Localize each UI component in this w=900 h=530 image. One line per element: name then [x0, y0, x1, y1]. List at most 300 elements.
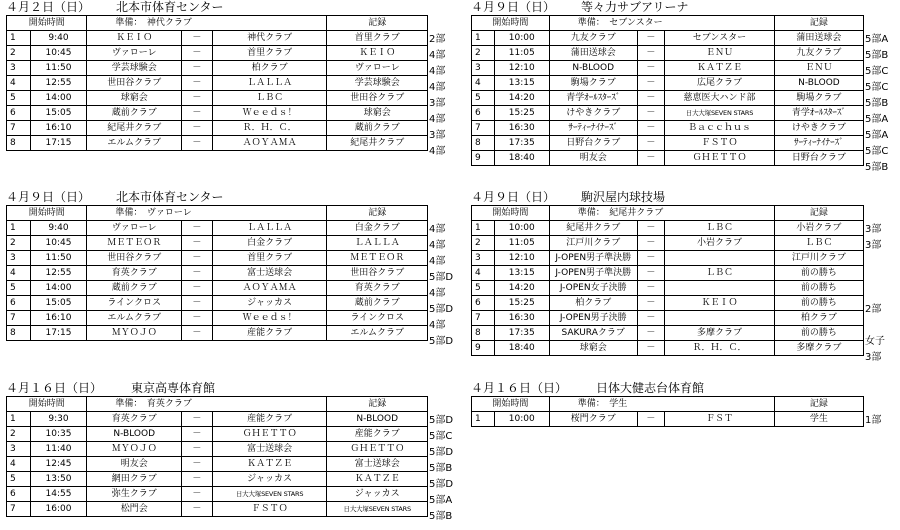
header-time: 開始時間 — [7, 16, 87, 31]
team-a: SAKURAクラブ — [549, 326, 637, 341]
header-time: 開始時間 — [7, 206, 87, 221]
match-number: 6 — [7, 487, 31, 502]
team-a: 日野台クラブ — [549, 136, 637, 151]
versus-dash: － — [182, 136, 213, 151]
event-date: ４月９日（日） — [471, 190, 556, 204]
versus-dash: － — [182, 31, 213, 46]
team-b: ＫＡＴＺＥ — [665, 61, 775, 76]
versus-dash: － — [637, 221, 664, 236]
match-number: 2 — [472, 46, 495, 61]
division-note: 5部D — [429, 447, 454, 458]
header-record: 記録 — [327, 16, 428, 31]
team-b: ＡＯＹＡＭＡ — [212, 136, 327, 151]
header-prep: 準備： 育英クラブ — [87, 397, 327, 412]
team-a: 九友クラブ — [549, 31, 637, 46]
team-a: 青学ｵｰﾙｽﾀｰｽﾞ — [549, 91, 637, 106]
versus-dash: － — [182, 472, 213, 487]
team-b: 広尾クラブ — [665, 76, 775, 91]
versus-dash: － — [182, 412, 213, 427]
team-a: 駒場クラブ — [549, 76, 637, 91]
table-row — [472, 251, 864, 266]
division-note: 5部B — [429, 511, 453, 522]
division-note: 3部 — [429, 98, 446, 109]
start-time: 12:10 — [494, 61, 549, 76]
table-row — [472, 341, 864, 356]
team-b: 首里クラブ — [212, 251, 327, 266]
match-number: 6 — [472, 106, 495, 121]
table-row — [472, 151, 864, 166]
table-row — [7, 281, 428, 296]
start-time: 17:15 — [30, 136, 87, 151]
division-note: 4部 — [429, 146, 446, 157]
table-row — [472, 311, 864, 326]
team-a: N-BLOOD — [549, 61, 637, 76]
team-b: 富士送球会 — [212, 442, 327, 457]
table-row — [7, 296, 428, 311]
versus-dash: － — [637, 46, 664, 61]
division-note: 5部C — [429, 431, 453, 442]
header-record: 記録 — [774, 16, 863, 31]
start-time: 13:50 — [30, 472, 87, 487]
start-time: 11:50 — [30, 61, 87, 76]
division-note: 4部 — [429, 66, 446, 77]
team-b: ＬＢＣ — [665, 266, 775, 281]
record-team: ＬＢＣ — [774, 236, 863, 251]
division-note: 4部 — [429, 288, 446, 299]
table-row — [472, 326, 864, 341]
team-a: ＭＹＯＪＯ — [87, 326, 182, 341]
venue-name: 等々力サブアリーナ — [581, 0, 689, 14]
table-row — [7, 487, 428, 502]
team-b: 小岩クラブ — [665, 236, 775, 251]
team-a: 蔵前クラブ — [87, 106, 182, 121]
record-team: ラインクロス — [327, 311, 428, 326]
block-title — [6, 191, 224, 204]
record-team: 蔵前クラブ — [327, 296, 428, 311]
table-row — [472, 412, 864, 427]
start-time: 16:30 — [494, 311, 549, 326]
record-team: 球窮会 — [327, 106, 428, 121]
team-b: 多摩クラブ — [665, 326, 775, 341]
division-note: 4部 — [429, 82, 446, 93]
team-b: ＥＮＵ — [665, 46, 775, 61]
team-a: 学芸球験会 — [87, 61, 182, 76]
team-b: 産能クラブ — [212, 412, 327, 427]
start-time: 14:20 — [494, 281, 549, 296]
table-row — [472, 61, 864, 76]
header-prep: 準備： ヴァローレ — [87, 206, 327, 221]
versus-dash: － — [637, 236, 664, 251]
start-time: 17:35 — [494, 136, 549, 151]
division-note: 5部A — [865, 34, 889, 45]
table-row — [7, 457, 428, 472]
match-number: 1 — [472, 221, 495, 236]
match-number: 4 — [7, 457, 31, 472]
team-a: 網田クラブ — [87, 472, 182, 487]
match-number: 2 — [7, 46, 31, 61]
header-prep: 準備： 神代クラブ — [87, 16, 327, 31]
header-time: 開始時間 — [472, 397, 550, 412]
match-number: 5 — [7, 91, 31, 106]
versus-dash: － — [637, 136, 664, 151]
start-time: 17:15 — [30, 326, 87, 341]
match-number: 7 — [472, 311, 495, 326]
record-team: ｻｰﾃｨｰﾅｲﾅｰｽﾞ — [774, 136, 863, 151]
table-row — [7, 412, 428, 427]
start-time: 10:00 — [494, 221, 549, 236]
start-time: 12:55 — [30, 266, 87, 281]
team-b: Ｂａｃｃｈｕｓ — [665, 121, 775, 136]
team-b: 慈恵医大ハンド部 — [665, 91, 775, 106]
start-time: 15:05 — [30, 106, 87, 121]
venue-name: 東京高専体育館 — [131, 381, 216, 395]
team-a: 世田谷クラブ — [87, 251, 182, 266]
versus-dash: － — [637, 341, 664, 356]
team-a: 紀尾井クラブ — [549, 221, 637, 236]
record-team: 日野台クラブ — [774, 151, 863, 166]
match-number: 7 — [7, 121, 31, 136]
team-b: 産能クラブ — [212, 326, 327, 341]
match-number: 1 — [7, 221, 31, 236]
header-row — [472, 397, 864, 412]
versus-dash: － — [637, 91, 664, 106]
versus-dash: － — [182, 251, 213, 266]
team-b: ＬＢＣ — [212, 91, 327, 106]
team-b: 白金クラブ — [212, 236, 327, 251]
team-b: ＬＢＣ — [665, 221, 775, 236]
venue-name: 駒沢屋内球技場 — [581, 190, 666, 204]
event-date: ４月９日（日） — [471, 0, 556, 14]
record-team: ヴァローレ — [327, 61, 428, 76]
division-note: 5部A — [429, 495, 453, 506]
division-note: 4部 — [429, 50, 446, 61]
team-b: ＡＯＹＡＭＡ — [212, 281, 327, 296]
versus-dash: － — [637, 311, 664, 326]
record-team: 前の勝ち — [774, 326, 863, 341]
versus-dash: － — [182, 326, 213, 341]
match-number: 8 — [7, 136, 31, 151]
team-a: ヴァローレ — [87, 46, 182, 61]
team-a: 江戸川クラブ — [549, 236, 637, 251]
team-a: ＫＥＩＯ — [87, 31, 182, 46]
table-row — [472, 76, 864, 91]
team-b: 首里クラブ — [212, 46, 327, 61]
record-team: エルムクラブ — [327, 326, 428, 341]
match-number: 5 — [7, 281, 31, 296]
match-table — [6, 15, 428, 151]
match-number: 8 — [7, 326, 31, 341]
team-a: 明友会 — [549, 151, 637, 166]
table-row — [472, 236, 864, 251]
start-time: 10:35 — [30, 427, 87, 442]
division-note: 5部D — [429, 336, 454, 347]
header-prep: 準備： セブンスター — [549, 16, 774, 31]
start-time: 9:40 — [30, 221, 87, 236]
header-row — [472, 206, 864, 221]
match-table — [6, 396, 428, 517]
record-team: 学生 — [774, 412, 863, 427]
start-time: 11:05 — [494, 236, 549, 251]
match-number: 8 — [472, 136, 495, 151]
header-time: 開始時間 — [472, 16, 550, 31]
versus-dash: － — [182, 502, 213, 517]
table-row — [7, 442, 428, 457]
start-time: 10:45 — [30, 236, 87, 251]
start-time: 13:15 — [494, 76, 549, 91]
match-number: 5 — [472, 281, 495, 296]
start-time: 10:45 — [30, 46, 87, 61]
start-time: 16:30 — [494, 121, 549, 136]
table-row — [472, 281, 864, 296]
match-number: 2 — [7, 427, 31, 442]
match-number: 3 — [7, 61, 31, 76]
header-record: 記録 — [327, 397, 428, 412]
start-time: 18:40 — [494, 341, 549, 356]
versus-dash: － — [182, 106, 213, 121]
team-a: J-OPEN女子決勝 — [549, 281, 637, 296]
start-time: 17:35 — [494, 326, 549, 341]
match-number: 8 — [472, 326, 495, 341]
match-number: 1 — [7, 31, 31, 46]
versus-dash: － — [182, 311, 213, 326]
division-note: 5部A — [865, 114, 889, 125]
table-row — [7, 61, 428, 76]
start-time: 13:15 — [494, 266, 549, 281]
start-time: 14:20 — [494, 91, 549, 106]
team-a: 松門会 — [87, 502, 182, 517]
division-note: 5部A — [865, 130, 889, 141]
team-a: J-OPEN男子決勝 — [549, 311, 637, 326]
division-note: 4部 — [429, 320, 446, 331]
start-time: 16:10 — [30, 121, 87, 136]
table-row — [7, 121, 428, 136]
table-row — [7, 106, 428, 121]
start-time: 11:05 — [494, 46, 549, 61]
versus-dash: － — [637, 281, 664, 296]
record-team: 江戸川クラブ — [774, 251, 863, 266]
start-time: 12:55 — [30, 76, 87, 91]
team-a: 球窮会 — [87, 91, 182, 106]
division-note: 女子 — [865, 336, 885, 347]
team-b: 日大大塚SEVEN STARS — [665, 106, 775, 121]
match-number: 2 — [7, 236, 31, 251]
division-note: 5部B — [865, 162, 889, 173]
record-team: 紀尾井クラブ — [327, 136, 428, 151]
team-b — [665, 251, 775, 266]
record-team: 前の勝ち — [774, 281, 863, 296]
match-number: 4 — [7, 76, 31, 91]
match-number: 3 — [472, 61, 495, 76]
division-note: 3部 — [429, 130, 446, 141]
team-a: 育英クラブ — [87, 266, 182, 281]
match-number: 7 — [7, 311, 31, 326]
table-row — [7, 472, 428, 487]
record-team: ＫＡＴＺＥ — [327, 472, 428, 487]
table-row — [472, 121, 864, 136]
match-number: 9 — [472, 151, 495, 166]
team-b: 富士送球会 — [212, 266, 327, 281]
versus-dash: － — [182, 457, 213, 472]
team-a: けやきクラブ — [549, 106, 637, 121]
record-team: N-BLOOD — [327, 412, 428, 427]
header-record: 記録 — [774, 206, 863, 221]
match-number: 3 — [7, 251, 31, 266]
team-b: Ｒ．Ｈ．Ｃ． — [212, 121, 327, 136]
record-team: 育英クラブ — [327, 281, 428, 296]
record-team: 駒場クラブ — [774, 91, 863, 106]
team-b: Ｗｅｅｄｓ！ — [212, 106, 327, 121]
match-number: 3 — [472, 251, 495, 266]
record-team: ＥＮＵ — [774, 61, 863, 76]
versus-dash: － — [182, 236, 213, 251]
table-row — [472, 221, 864, 236]
match-table — [6, 205, 428, 341]
header-time: 開始時間 — [472, 206, 550, 221]
team-a: ＭＥＴＥＯＲ — [87, 236, 182, 251]
division-note: 4部 — [429, 224, 446, 235]
table-row — [472, 31, 864, 46]
table-row — [7, 311, 428, 326]
team-b: ＬＡＬＬＡ — [212, 76, 327, 91]
division-note: 5部D — [429, 479, 454, 490]
division-note: 3部 — [865, 352, 882, 363]
record-team: 柏クラブ — [774, 311, 863, 326]
versus-dash: － — [182, 427, 213, 442]
versus-dash: － — [637, 296, 664, 311]
record-team: 蔵前クラブ — [327, 121, 428, 136]
versus-dash: － — [182, 266, 213, 281]
match-number: 2 — [472, 236, 495, 251]
team-b — [665, 311, 775, 326]
block-title — [6, 382, 215, 395]
record-team: 富士送球会 — [327, 457, 428, 472]
division-note: 5部D — [429, 304, 454, 315]
match-table — [471, 205, 864, 356]
start-time: 11:50 — [30, 251, 87, 266]
record-team: 多摩クラブ — [774, 341, 863, 356]
record-team: 九友クラブ — [774, 46, 863, 61]
match-number: 4 — [472, 76, 495, 91]
record-team: 青学ｵｰﾙｽﾀｰｽﾞ — [774, 106, 863, 121]
record-team: 日大大塚SEVEN STARS — [327, 502, 428, 517]
match-number: 6 — [7, 106, 31, 121]
team-a: 育英クラブ — [87, 412, 182, 427]
record-team: N-BLOOD — [774, 76, 863, 91]
team-b: ＦＳＴ — [665, 412, 775, 427]
team-a: J-OPEN男子準決勝 — [549, 266, 637, 281]
table-row — [7, 31, 428, 46]
division-note: 3部 — [865, 224, 882, 235]
record-team: 首里クラブ — [327, 31, 428, 46]
team-b: ＧＨＥＴＴＯ — [212, 427, 327, 442]
start-time: 10:00 — [494, 412, 549, 427]
team-a: ラインクロス — [87, 296, 182, 311]
division-note: 5部B — [865, 50, 889, 61]
versus-dash: － — [637, 61, 664, 76]
division-note: 1部 — [865, 415, 882, 426]
start-time: 14:00 — [30, 281, 87, 296]
match-number: 3 — [7, 442, 31, 457]
division-note: 5部C — [865, 66, 889, 77]
team-a: 世田谷クラブ — [87, 76, 182, 91]
event-date: ４月１６日（日） — [6, 381, 103, 395]
table-row — [472, 91, 864, 106]
venue-name: 北本市体育センター — [116, 190, 224, 204]
team-a: エルムクラブ — [87, 311, 182, 326]
team-a: 桜門クラブ — [549, 412, 637, 427]
versus-dash: － — [637, 412, 664, 427]
start-time: 9:30 — [30, 412, 87, 427]
header-time: 開始時間 — [7, 397, 87, 412]
table-row — [472, 296, 864, 311]
match-number: 4 — [472, 266, 495, 281]
division-note: 4部 — [429, 256, 446, 267]
team-b: ジャッカス — [212, 472, 327, 487]
team-b: 神代クラブ — [212, 31, 327, 46]
team-b: ＧＨＥＴＴＯ — [665, 151, 775, 166]
record-team: 産能クラブ — [327, 427, 428, 442]
match-table — [471, 15, 864, 166]
team-a: 蔵前クラブ — [87, 281, 182, 296]
table-row — [7, 427, 428, 442]
team-a: 球窮会 — [549, 341, 637, 356]
versus-dash: － — [182, 296, 213, 311]
start-time: 11:40 — [30, 442, 87, 457]
header-row — [472, 16, 864, 31]
start-time: 18:40 — [494, 151, 549, 166]
team-a: 明友会 — [87, 457, 182, 472]
team-b: 柏クラブ — [212, 61, 327, 76]
team-a: J-OPEN男子準決勝 — [549, 251, 637, 266]
start-time: 15:25 — [494, 106, 549, 121]
versus-dash: － — [182, 91, 213, 106]
record-team: 白金クラブ — [327, 221, 428, 236]
match-number: 6 — [472, 296, 495, 311]
header-record: 記録 — [774, 397, 863, 412]
team-b: ＬＡＬＬＡ — [212, 221, 327, 236]
start-time: 15:05 — [30, 296, 87, 311]
team-b: ジャッカス — [212, 296, 327, 311]
team-b: ＫＥＩＯ — [665, 296, 775, 311]
table-row — [7, 46, 428, 61]
division-note: 3部 — [865, 240, 882, 251]
venue-name: 北本市体育センター — [116, 0, 224, 14]
table-row — [7, 502, 428, 517]
match-number: 1 — [472, 31, 495, 46]
match-number: 5 — [7, 472, 31, 487]
table-row — [7, 91, 428, 106]
versus-dash: － — [637, 326, 664, 341]
team-b — [665, 281, 775, 296]
versus-dash: － — [637, 251, 664, 266]
record-team: ＧＨＥＴＴＯ — [327, 442, 428, 457]
team-b: 日大大塚SEVEN STARS — [212, 487, 327, 502]
division-note: 2部 — [865, 304, 882, 315]
team-a: ｻｰﾃｨｰﾅｲﾅｰｽﾞ — [549, 121, 637, 136]
record-team: ＭＥＴＥＯＲ — [327, 251, 428, 266]
match-number: 6 — [7, 296, 31, 311]
match-number: 4 — [7, 266, 31, 281]
block-title — [471, 191, 665, 204]
versus-dash: － — [637, 76, 664, 91]
start-time: 14:55 — [30, 487, 87, 502]
table-row — [472, 46, 864, 61]
start-time: 9:40 — [30, 31, 87, 46]
division-note: 5部D — [429, 415, 454, 426]
event-date: ４月９日（日） — [6, 190, 91, 204]
event-date: ４月２日（日） — [6, 0, 91, 14]
versus-dash: － — [182, 221, 213, 236]
